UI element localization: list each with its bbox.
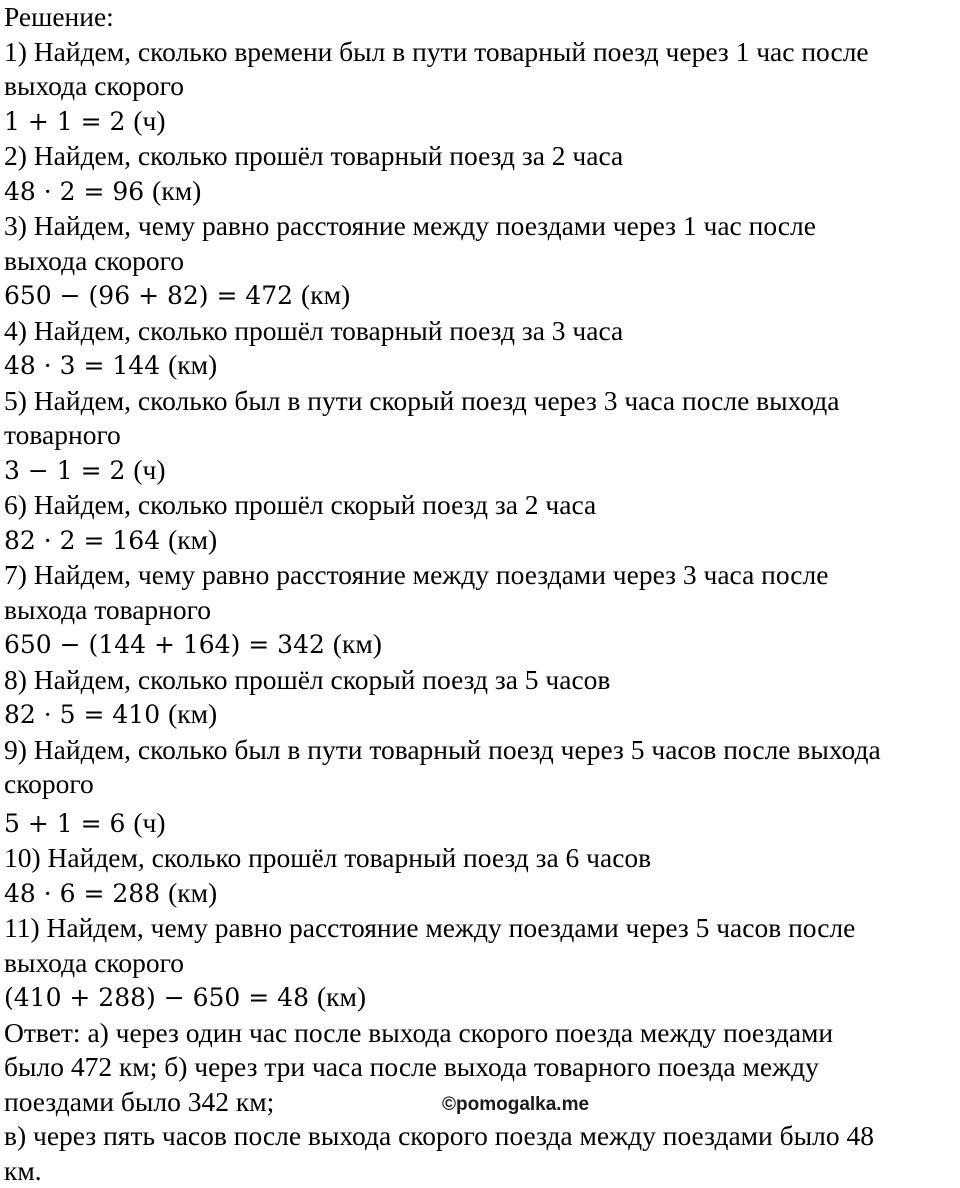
- step-formula: [4, 980, 956, 1016]
- step-formula: [4, 104, 956, 140]
- site-watermark: ©pomogalka.me: [442, 1094, 589, 1116]
- step-formula: [4, 348, 956, 384]
- formula-unit: (км): [152, 175, 201, 206]
- solution-step: [4, 733, 956, 842]
- step-text: выхода скорого: [4, 244, 956, 279]
- answer-line: было 472 км; б) через три часа после выхода товарного поезда между: [4, 1050, 956, 1085]
- step-text: 3) Найдем, чему равно расстояние между поездами через 1 час после: [4, 209, 956, 244]
- step-text: выхода скорого: [4, 69, 956, 104]
- formula-expression: 48 · 3 = 144: [4, 351, 160, 380]
- solution-heading: Решение:: [4, 0, 956, 35]
- solution-step: [4, 841, 956, 911]
- step-text: 5) Найдем, сколько был в пути скорый поезд через 3 часа после выхода: [4, 384, 956, 419]
- formula-unit: (ч): [133, 454, 165, 485]
- formula-unit: (км): [333, 628, 382, 659]
- answer-line: поездами было 342 км;: [4, 1085, 956, 1120]
- solution-step: [4, 139, 956, 209]
- formula-unit: (км): [168, 524, 217, 555]
- formula-expression: 48 · 6 = 288: [4, 879, 160, 908]
- step-formula: [4, 806, 956, 842]
- solution-step: [4, 488, 956, 558]
- step-text: 11) Найдем, чему равно расстояние между поездами через 5 часов после: [4, 911, 956, 946]
- formula-expression: 650 − (144 + 164) = 342: [4, 630, 325, 659]
- formula-unit: (км): [168, 877, 217, 908]
- solution-step: [4, 209, 956, 314]
- solution-step: [4, 911, 956, 1016]
- formula-expression: (410 + 288) − 650 = 48: [4, 983, 309, 1012]
- formula-unit: (км): [317, 981, 366, 1012]
- formula-expression: 82 · 5 = 410: [4, 700, 160, 729]
- formula-unit: (км): [168, 698, 217, 729]
- answer-line: Ответ: а) через один час после выхода скорого поезда между поездами: [4, 1016, 956, 1051]
- step-formula: [4, 876, 956, 912]
- step-text: 10) Найдем, сколько прошёл товарный поезд за 6 часов: [4, 841, 956, 876]
- step-text: выхода товарного: [4, 593, 956, 628]
- step-text: 7) Найдем, чему равно расстояние между поездами через 3 часа после: [4, 558, 956, 593]
- solution-document: [4, 0, 956, 1188]
- step-text: 4) Найдем, сколько прошёл товарный поезд за 3 часа: [4, 314, 956, 349]
- step-formula: [4, 453, 956, 489]
- solution-step: [4, 35, 956, 140]
- step-formula: [4, 174, 956, 210]
- formula-expression: 48 · 2 = 96: [4, 177, 144, 206]
- formula-expression: 5 + 1 = 6: [4, 809, 125, 838]
- answer-line: км.: [4, 1154, 956, 1188]
- step-text: скорого: [4, 767, 956, 802]
- formula-expression: 650 − (96 + 82) = 472: [4, 281, 293, 310]
- formula-unit: (км): [168, 349, 217, 380]
- solution-step: [4, 663, 956, 733]
- formula-expression: 82 · 2 = 164: [4, 526, 160, 555]
- step-text: 9) Найдем, сколько был в пути товарный поезд через 5 часов после выхода: [4, 733, 956, 768]
- step-text: товарного: [4, 418, 956, 453]
- formula-expression: 3 − 1 = 2: [4, 456, 125, 485]
- solution-step: [4, 314, 956, 384]
- step-formula: [4, 697, 956, 733]
- step-formula: [4, 627, 956, 663]
- solution-step: [4, 558, 956, 663]
- step-text: 2) Найдем, сколько прошёл товарный поезд за 2 часа: [4, 139, 956, 174]
- formula-unit: (ч): [133, 105, 165, 136]
- formula-unit: (ч): [133, 807, 165, 838]
- formula-expression: 1 + 1 = 2: [4, 107, 125, 136]
- step-formula: [4, 523, 956, 559]
- step-text: 8) Найдем, сколько прошёл скорый поезд за 5 часов: [4, 663, 956, 698]
- formula-unit: (км): [301, 279, 350, 310]
- step-text: выхода скорого: [4, 946, 956, 981]
- solution-step: [4, 384, 956, 489]
- step-text: 1) Найдем, сколько времени был в пути товарный поезд через 1 час после: [4, 35, 956, 70]
- step-text: 6) Найдем, сколько прошёл скорый поезд за 2 часа: [4, 488, 956, 523]
- answer-line: в) через пять часов после выхода скорого поезда между поездами было 48: [4, 1119, 956, 1154]
- step-formula: [4, 278, 956, 314]
